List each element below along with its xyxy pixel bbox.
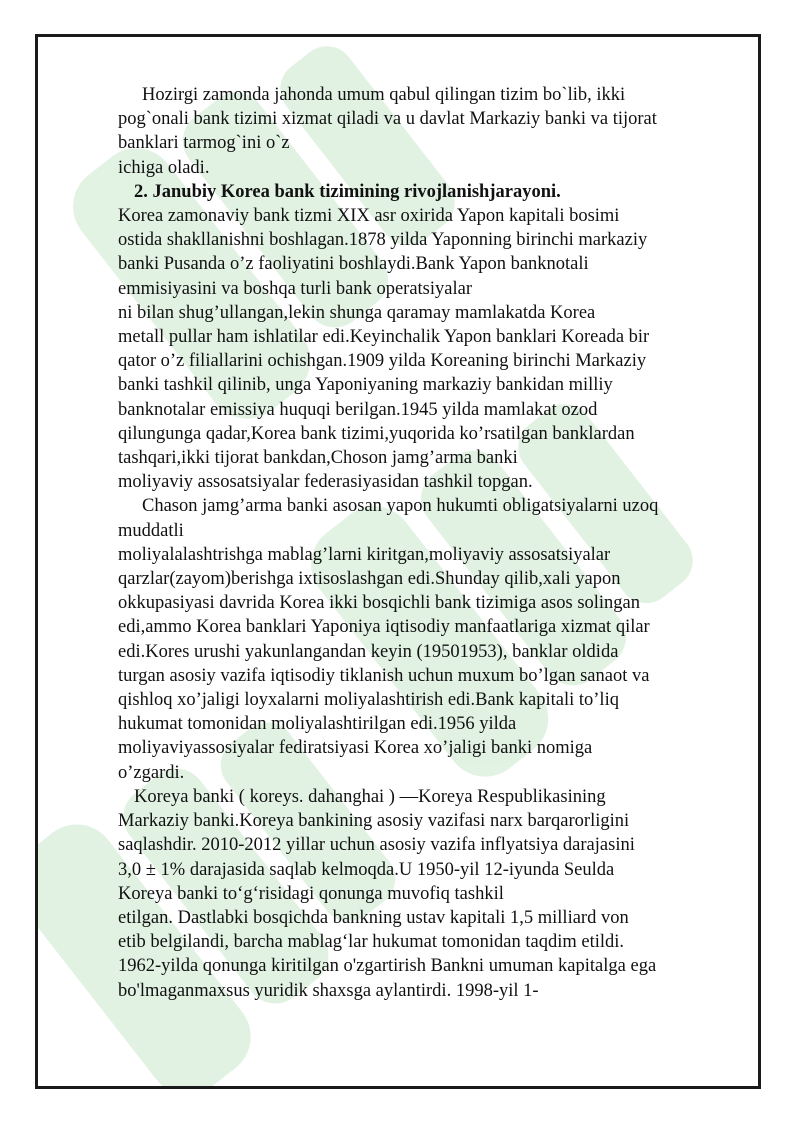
text-line: Markaziy banki.Koreya bankining asosiy vazifasi narx barqarorligini [118, 811, 630, 832]
text-line: 3,0 ± 1% darajasida saqlab kelmoqda.U 1950-yil 12-iyunda Seulda [118, 859, 615, 880]
text-line: qishloq xo’jaligi loyxalarni moliyalashtirish edi.Bank kapitali to’liq [118, 690, 619, 711]
text-line: hukumat tomonidan moliyalashtirilgan edi.1956 yilda [118, 714, 517, 735]
page-frame [35, 34, 761, 1089]
text-line: qilungunga qadar,Korea bank tizimi,yuqorida ko’rsatilgan banklardan [118, 423, 635, 444]
text-line: Koreya banki ( koreys. dahanghai ) —Koreya Respublikasining [134, 786, 606, 807]
text-line: o’zgardi. [118, 762, 185, 783]
text-line: saqlashdir. 2010-2012 yillar uchun asosiy vazifa inflyatsiya darajasini [118, 835, 635, 856]
text-line: edi.Kores urushi yakunlangandan keyin (19501953), banklar oldida [118, 641, 619, 662]
text-line: qarzlar(zayom)berishga ixtisoslashgan edi.Shunday qilib,xali yapon [118, 569, 621, 590]
text-line: banknotalar emissiya huquqi berilgan.1945 yilda mamlakat ozod [118, 399, 598, 420]
text-line: moliyaviy assosatsiyalar federasiyasidan tashkil topgan. [118, 472, 533, 493]
text-line: moliyalalashtrishga mablag’larni kiritgan,moliyaviy assosatsiyalar [118, 544, 611, 565]
text-line: ostida shakllanishni boshlagan.1878 yilda Yaponning birinchi markaziy [118, 230, 648, 251]
text-line: etib belgilandi, barcha mablag‘lar hukumat tomonidan taqdim etildi. [118, 932, 625, 953]
text-line: muddatli [118, 520, 184, 541]
text-line: okkupasiyasi davrida Korea ikki bosqichli bank tizimiga asos solingan [118, 593, 641, 614]
text-line: Korea zamonaviy bank tizmi XIX asr oxirida Yapon kapitali bosimi [118, 206, 620, 227]
text-line: qator o’z filiallarini ochishgan.1909 yilda Koreaning birinchi Markaziy [118, 351, 647, 372]
text-line: edi,ammo Korea banklari Yaponiya iqtisodiy manfaatlariga xizmat qilar [118, 617, 650, 638]
text-line: tashqari,ikki tijorat bankdan,Choson jamg’arma banki [118, 448, 518, 469]
text-line: pog`onali bank tizimi xizmat qiladi va u davlat Markaziy banki va tijorat [118, 109, 657, 130]
document-body [118, 83, 748, 1003]
text-line: 1962-yilda qonunga kiritilgan o'zgartirish Bankni umuman kapitalga ega [118, 956, 657, 977]
text-line: ni bilan shug’ullangan,lekin shunga qaramay mamlakatda Korea [118, 302, 596, 323]
text-line: banki tashkil qilinib, unga Yaponiyaning markaziy bankidan milliy [118, 375, 613, 396]
text-line: Koreya banki to‘g‘risidagi qonunga muvofiq tashkil [118, 883, 504, 904]
text-line: banki Pusanda o’z faoliyatini boshlaydi.Bank Yapon banknotali [118, 254, 589, 275]
text-line: metall pullar ham ishlatilar edi.Keyinchalik Yapon banklari Koreada bir [118, 327, 650, 348]
text-line: turgan asosiy vazifa iqtisodiy tiklanish uchun muxum bo’lgan sanaot va [118, 665, 650, 686]
text-line: etilgan. Dastlabki bosqichda bankning ustav kapitali 1,5 milliard von [118, 907, 629, 928]
text-line: bo'lmaganmaxsus yuridik shaxsga aylantirdi. 1998-yil 1- [118, 980, 539, 1001]
text-line: Hozirgi zamonda jahonda umum qabul qilingan tizim bo`lib, ikki [142, 85, 626, 105]
text-line: moliyaviyassosiyalar fediratsiyasi Korea xo’jaligi banki nomiga [118, 738, 593, 759]
text-line: banklari tarmog`ini o`z [118, 133, 290, 154]
text-line: emmisiyasini va boshqa turli bank operatsiyalar [118, 278, 472, 299]
text-line: Chason jamg’arma banki asosan yapon hukumti obligatsiyalarni uzoq [142, 496, 659, 517]
section-heading: 2. Janubiy Korea bank tizimining rivojlanishjarayoni. [134, 181, 561, 202]
text-line: ichiga oladi. [118, 157, 210, 178]
